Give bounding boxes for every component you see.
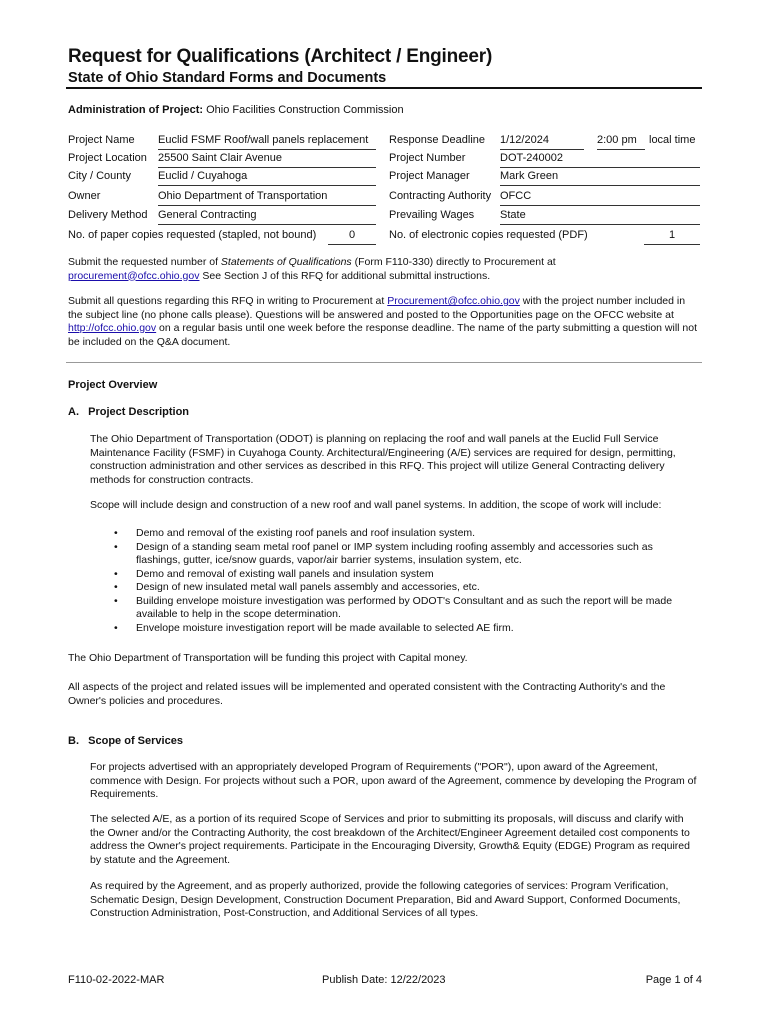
- response-deadline-time: 2:00 pm: [597, 134, 645, 150]
- paper-copies-label: No. of paper copies requested (stapled, not bound): [68, 229, 317, 241]
- form-id: F110-02-2022-MAR: [68, 974, 165, 986]
- scope-paragraph-1: For projects advertised with an appropriately developed Program of Requirements ("POR"), upon award of the Agreement, commence with Design. For projects without such a POR, upon award of the Agreement, commence by developing the Program of Requirements.: [90, 761, 697, 800]
- list-item: [108, 622, 698, 636]
- page-number: Page 1 of 4: [645, 974, 702, 986]
- delivery-method-value: General Contracting: [158, 209, 376, 225]
- project-overview-heading: Project Overview: [68, 379, 158, 391]
- paper-copies-value: 0: [328, 229, 376, 245]
- list-item: [108, 541, 698, 568]
- aspects-statement: All aspects of the project and related issues will be implemented and operated consistent with the Contracting Authority's and the Owner's policies and procedures.: [68, 681, 666, 707]
- bullet-text: Demo and removal of the existing roof panels and roof insulation system.: [136, 527, 476, 539]
- scope-bullet-list: [108, 527, 698, 635]
- procurement-email-link-2[interactable]: Procurement@ofcc.ohio.gov: [387, 295, 520, 307]
- prevailing-wages-value: State: [500, 209, 700, 225]
- project-location-label: Project Location: [68, 152, 147, 164]
- local-time-label: local time: [649, 134, 696, 146]
- submit-text-3: See Section J of this RFQ for additional submittal instructions.: [199, 269, 491, 282]
- publish-date: Publish Date: 12/22/2023: [322, 974, 446, 986]
- scope-paragraph-2: The selected A/E, as a portion of its required Scope of Services and prior to submitting its proposals, will discuss and clarify with the Owner and/or the Contracting Authority, the cost breakdown of the Architect/Engineer Agreement detailed cost components to address the Owner's project requirements. Participate in the Encouraging Diversity, Growth& Equity (EDGE) Program as required by statute and the Agreement.: [90, 813, 690, 866]
- bullet-text: Envelope moisture investigation report will be made available to selected AE firm.: [136, 621, 514, 634]
- page-title: Request for Qualifications (Architect / Engineer): [68, 46, 493, 67]
- owner-label: Owner: [68, 190, 101, 202]
- bullet-icon: •: [114, 540, 118, 553]
- prevailing-wages-label: Prevailing Wages: [389, 209, 475, 221]
- project-number-label: Project Number: [389, 152, 466, 164]
- procurement-email-link[interactable]: procurement@ofcc.ohio.gov: [68, 269, 200, 282]
- bullet-icon: •: [114, 527, 118, 539]
- bullet-text: Design of a standing seam metal roof panel or IMP system including roofing assembly and accessories such as flashings, gutter, ice/snow guards, vapor/air barrier systems, insulation system, etc.: [136, 540, 653, 566]
- admin-value: Ohio Facilities Construction Commission: [206, 104, 404, 116]
- admin-label: Administration of Project:: [68, 104, 204, 116]
- project-location-value: 25500 Saint Clair Avenue: [158, 152, 376, 168]
- project-manager-label: Project Manager: [389, 170, 470, 182]
- bullet-text: Design of new insulated metal wall panels assembly and accessories, etc.: [136, 581, 480, 593]
- bullet-text: Demo and removal of existing wall panels and insulation system: [136, 567, 434, 580]
- electronic-copies-value: 1: [644, 229, 700, 245]
- section-a-heading: A. Project Description: [68, 406, 190, 418]
- submit-instructions: [68, 256, 708, 283]
- list-item: [108, 581, 698, 595]
- page-subtitle: State of Ohio Standard Forms and Documents: [68, 70, 387, 86]
- submit-text-2: (Form F110-330) directly to Procurement at: [351, 256, 556, 268]
- contracting-authority-label: Contracting Authority: [389, 190, 492, 202]
- project-name-value: Euclid FSMF Roof/wall panels replacement: [158, 134, 376, 150]
- section-divider: [66, 362, 702, 363]
- bullet-icon: •: [114, 567, 118, 580]
- bullet-icon: •: [114, 581, 118, 593]
- bullet-text: Building envelope moisture investigation was performed by ODOT's Consultant and as such the report will be made available to help in the scope determination.: [136, 594, 673, 620]
- response-deadline-date: 1/12/2024: [500, 134, 584, 150]
- questions-instructions: [68, 295, 702, 349]
- ofcc-website-link[interactable]: http://ofcc.ohio.gov: [68, 322, 157, 334]
- questions-text-3: on a regular basis until one week before the response deadline. The name of the party submitting a question will not be included on the Q&A document.: [68, 322, 698, 348]
- response-deadline-label: Response Deadline: [389, 134, 486, 146]
- bullet-icon: •: [114, 621, 118, 634]
- delivery-method-label: Delivery Method: [68, 209, 148, 221]
- questions-text-1: Submit all questions regarding this RFQ in writing to Procurement at: [68, 295, 388, 307]
- contracting-authority-value: OFCC: [500, 190, 700, 206]
- scope-intro: Scope will include design and construction of a new roof and wall panel systems. In addition, the scope of work will include:: [90, 499, 662, 511]
- project-name-label: Project Name: [68, 134, 135, 146]
- submit-text-1: Submit the requested number of: [68, 256, 221, 268]
- questions-text-2: with the project number included in the subject line (no phone calls please). Questions will be answered and posted to the Opportunities page on the OFCC website at: [68, 295, 686, 321]
- funding-statement: The Ohio Department of Transportation will be funding this project with Capital money.: [68, 652, 468, 664]
- bullet-icon: •: [114, 594, 118, 607]
- soq-italic: Statements of Qualifications: [220, 256, 352, 268]
- list-item: [108, 527, 698, 541]
- list-item: [108, 595, 698, 622]
- city-county-value: Euclid / Cuyahoga: [158, 170, 376, 186]
- header-divider: [66, 87, 702, 89]
- section-b-heading: B. Scope of Services: [68, 735, 183, 747]
- project-description: The Ohio Department of Transportation (ODOT) is planning on replacing the roof and wall panels at the Euclid Full Service Maintenance Facility (FSMF) in Cuyahoga County. Architectural/Engineering (A/E) services are required for design, permitting, construction administration and other services as described in this RFQ. This project will utilize General Contracting delivery methods for construction contracts.: [90, 433, 676, 486]
- scope-paragraph-3: As required by the Agreement, and as properly authorized, provide the following categories of services: Program Verification, Schematic Design, Design Development, Construction Document Preparation, Bid and Award Support, Conformed Documents, Construction Administration, Post-Construction, and Additional Services of all types.: [90, 880, 681, 919]
- owner-value: Ohio Department of Transportation: [158, 190, 376, 206]
- project-manager-value: Mark Green: [500, 170, 700, 186]
- city-county-label: City / County: [68, 170, 131, 182]
- list-item: [108, 568, 698, 582]
- project-number-value: DOT-240002: [500, 152, 700, 168]
- electronic-copies-label: No. of electronic copies requested (PDF): [389, 229, 588, 241]
- administration-line: [68, 104, 404, 116]
